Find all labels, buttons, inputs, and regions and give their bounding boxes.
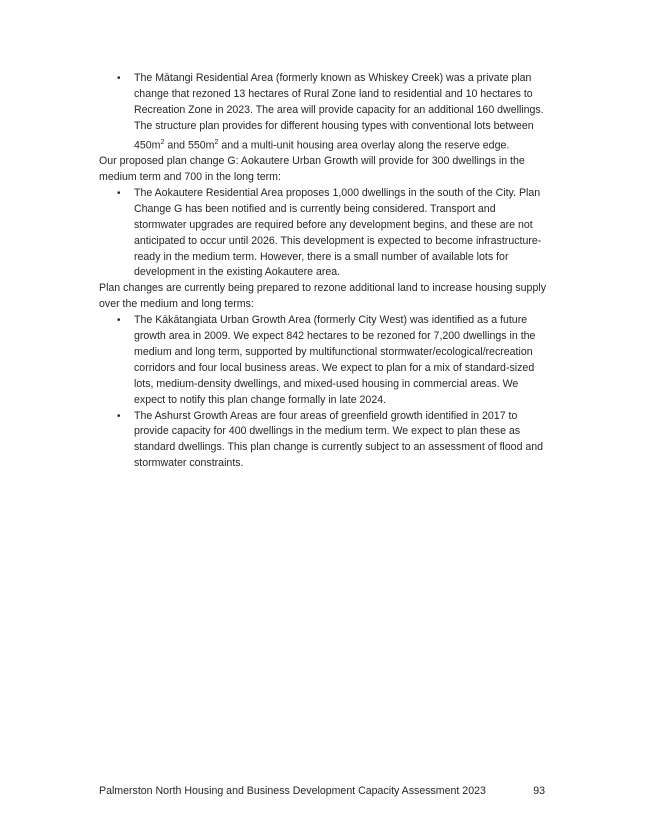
bullet-list-aokautere: [99, 186, 549, 281]
superscript: 2: [214, 138, 219, 146]
list-item-text: The Ashurst Growth Areas are four areas of greenfield growth identified in 2017 to provide capacity for 400 dwellings in the medium term. We expect to plan these as standard dwellings. This plan change is currently subject to an assessment of flood and stormwater constraints.: [134, 409, 544, 470]
bullet-list-growth-areas: [99, 313, 549, 472]
superscript: 2: [160, 138, 165, 146]
paragraph-plan-changes-intro: Plan changes are currently being prepared to rezone additional land to increase housing supply over the medium and long terms:: [99, 282, 546, 311]
bullet-icon: •: [117, 315, 121, 327]
bullet-icon: •: [117, 73, 121, 84]
page-footer: [99, 784, 545, 799]
list-item-matangi: [99, 71, 549, 154]
list-item-kakatangiata: [99, 313, 549, 408]
page-number: 93: [533, 785, 545, 797]
paragraph-aokautere-intro: Our proposed plan change G: Aokautere Urban Growth will provide for 300 dwellings in the medium term and 700 in the long term:: [99, 155, 525, 183]
list-item-text: and 550m: [164, 139, 215, 152]
footer-title: Palmerston North Housing and Business Development Capacity Assessment 2023: [99, 785, 486, 797]
list-item-text: The Aokautere Residential Area proposes 1,000 dwellings in the south of the City. Plan Change G has been notified and is currently being considered. Transport and stormwater upgrades are required before any development begins, and these are not anticipated to occur until 2026. This development is expected to become infrastructure-ready in the medium term. However, there is a small number of available lots for development in the existing Aokautere area.: [134, 186, 542, 279]
list-item-text: The Mātangi Residential Area (formerly known as Whiskey Creek) was a private plan change that rezoned 13 hectares of Rural Zone land to residential and 10 hectares to Recreation Zone in 2023. The area will provide capacity for an additional 160 dwellings. The structure plan provides for different housing types with conventional lots between 450m: [134, 72, 544, 152]
list-item-ashurst: [99, 409, 549, 473]
bullet-icon: •: [117, 410, 121, 422]
list-item-text: The Kākātangiata Urban Growth Area (formerly City West) was identified as a future growth area in 2009. We expect 842 hectares to be rezoned for 7,200 dwellings in the medium and long term, supported by multifunctional stormwater/ecological/recreation corridors and four local business areas. We expect to plan for a mix of standard-sized lots, medium-density dwellings, and mixed-used housing in commercial areas. We expect to notify this plan change formally in late 2024.: [134, 314, 536, 406]
list-item-aokautere: [99, 186, 549, 281]
bullet-icon: •: [117, 187, 121, 199]
page-body: [99, 71, 549, 472]
bullet-list-matangi: [99, 71, 549, 154]
list-item-text: and a multi-unit housing area overlay along the reserve edge.: [218, 139, 510, 152]
